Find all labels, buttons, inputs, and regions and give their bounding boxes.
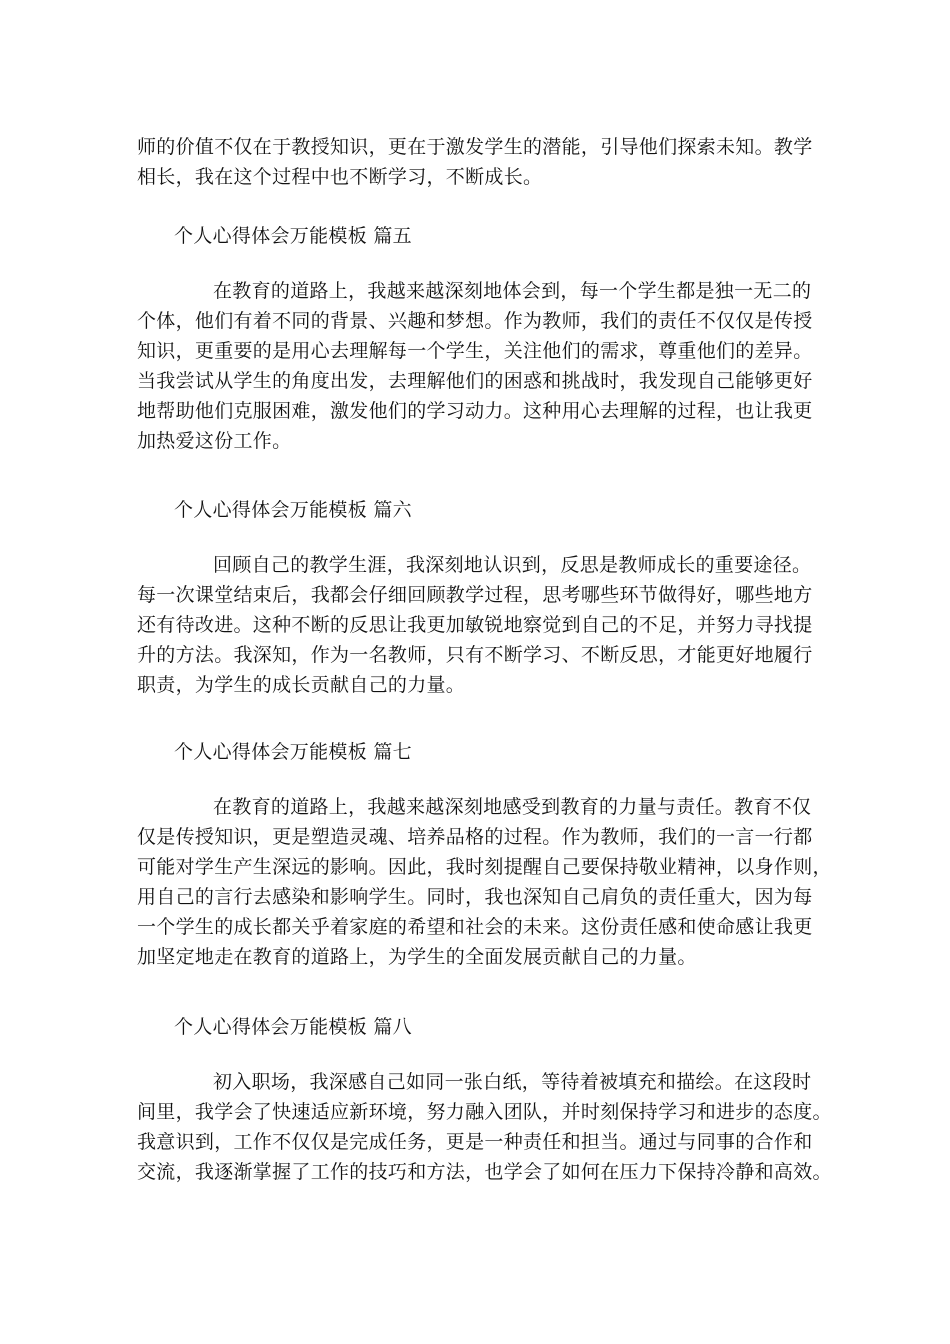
- paragraph-5: [137, 276, 827, 456]
- paragraph-line: 用自己的言行去感染和影响学生。同时，我也深知自己肩负的责任重大，因为每: [137, 886, 813, 908]
- paragraph-7: [137, 792, 832, 972]
- paragraph-line: 交流，我逐渐掌握了工作的技巧和方法，也学会了如何在压力下保持冷静和高效。: [137, 1161, 832, 1183]
- paragraph-line: 仅是传授知识，更是塑造灵魂、培养品格的过程。作为教师，我们的一言一行都: [137, 826, 813, 848]
- paragraph-line: 回顾自己的教学生涯，我深刻地认识到，反思是教师成长的重要途径。: [213, 554, 812, 576]
- section-heading-7: [137, 737, 827, 767]
- section-heading-5: [137, 221, 827, 251]
- paragraph-line: 当我尝试从学生的角度出发，去理解他们的困惑和挑战时，我发现自己能够更好: [137, 370, 813, 392]
- paragraph-line: 在教育的道路上，我越来越深刻地体会到，每一个学生都是独一无二的: [213, 280, 812, 302]
- section-heading-8: [137, 1012, 827, 1042]
- section-heading-text: 个人心得体会万能模板 篇八: [174, 1016, 412, 1038]
- paragraph-line: 个体，他们有着不同的背景、兴趣和梦想。作为教师，我们的责任不仅仅是传授: [137, 310, 813, 332]
- paragraph-line: 还有待改进。这种不断的反思让我更加敏锐地察觉到自己的不足，并努力寻找提: [137, 614, 813, 636]
- paragraph-line: 加热爱这份工作。: [137, 430, 292, 452]
- section-heading-text: 个人心得体会万能模板 篇七: [174, 741, 412, 763]
- section-heading-text: 个人心得体会万能模板 篇六: [174, 499, 412, 521]
- paragraph-line: 职责，为学生的成长贡献自己的力量。: [137, 674, 466, 696]
- paragraph-line: 初入职场，我深感自己如同一张白纸，等待着被填充和描绘。在这段时: [213, 1071, 812, 1093]
- paragraph-8: [137, 1067, 832, 1187]
- paragraph-6: [137, 550, 827, 700]
- paragraph-line: 相长，我在这个过程中也不断学习，不断成长。: [137, 166, 543, 188]
- paragraph-line: 在教育的道路上，我越来越深刻地感受到教育的力量与责任。教育不仅: [213, 796, 812, 818]
- paragraph-line: 我意识到，工作不仅仅是完成任务，更是一种责任和担当。通过与同事的合作和: [137, 1131, 813, 1153]
- paragraph-line: 师的价值不仅在于教授知识，更在于激发学生的潜能，引导他们探索未知。教学: [137, 136, 813, 158]
- section-heading-text: 个人心得体会万能模板 篇五: [174, 225, 412, 247]
- paragraph-line: 地帮助他们克服困难，激发他们的学习动力。这种用心去理解的过程，也让我更: [137, 400, 813, 422]
- paragraph-line: 知识，更重要的是用心去理解每一个学生，关注他们的需求，尊重他们的差异。: [137, 340, 813, 362]
- paragraph-line: 一个学生的成长都关乎着家庭的希望和社会的未来。这份责任感和使命感让我更: [137, 916, 813, 938]
- paragraph-line: 加坚定地走在教育的道路上，为学生的全面发展贡献自己的力量。: [137, 946, 697, 968]
- paragraph-line: 升的方法。我深知，作为一名教师，只有不断学习、不断反思，才能更好地履行: [137, 644, 813, 666]
- section-heading-6: [137, 495, 827, 525]
- paragraph-line: 每一次课堂结束后，我都会仔细回顾教学过程，思考哪些环节做得好，哪些地方: [137, 584, 813, 606]
- paragraph-line: 间里，我学会了快速适应新环境，努力融入团队，并时刻保持学习和进步的态度。: [137, 1101, 832, 1123]
- paragraph-line: 可能对学生产生深远的影响。因此，我时刻提醒自己要保持敬业精神，以身作则，: [137, 856, 832, 878]
- continuation-paragraph: [137, 132, 827, 192]
